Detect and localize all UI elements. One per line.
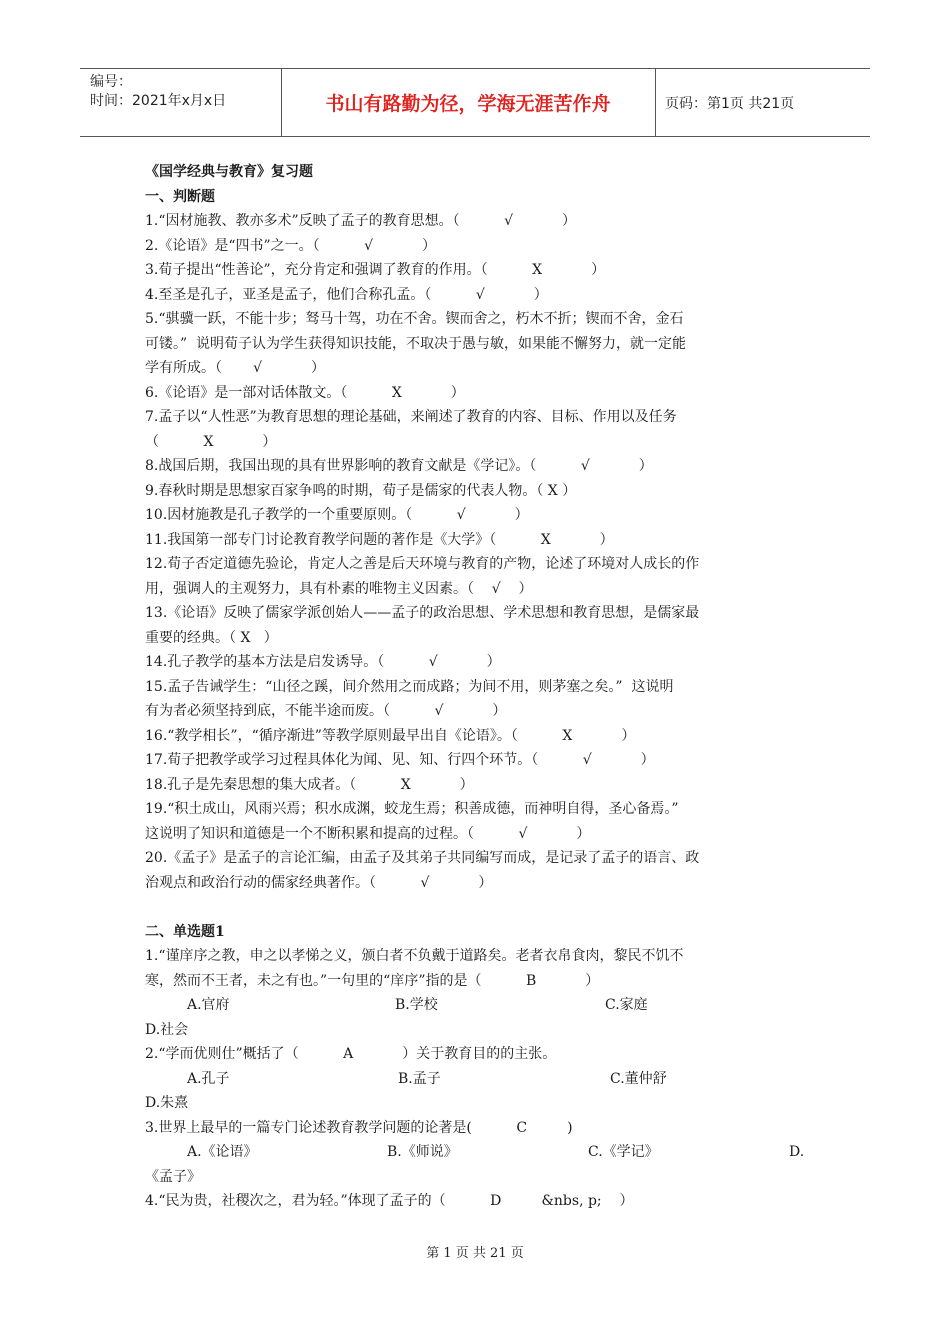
tf-item-line: 2.《论语》是“四书”之一。（ √ ）	[145, 237, 437, 254]
option-a: A.官府	[187, 997, 230, 1013]
option-d: D.	[789, 1144, 805, 1160]
tf-item-line: 7.孟子以“人性恶”为教育思想的理论基础，来阐述了教育的内容、目标、作用以及任务	[145, 409, 677, 425]
tf-item-line: 可镂。” 说明荀子认为学生获得知识技能，不取决于愚与敏，如果能不懈努力，就一定能	[145, 335, 687, 352]
options-row	[145, 1067, 807, 1092]
tf-item-line: 学有所成。（ √ ）	[145, 360, 326, 376]
tf-item-line: 8.战国后期，我国出现的具有世界影响的教育文献是《学记》。（ √ ）	[145, 458, 653, 474]
tf-item-line: （ X ）	[145, 433, 277, 450]
option-c: C.董仲舒	[610, 1070, 667, 1087]
document-body	[145, 160, 807, 1214]
question-line: 4.“民为贵，社稷次之，君为轻。”体现了孟子的（ D &nbs, p; ）	[145, 1193, 634, 1209]
tf-item-line: 这说明了知识和道德是一个不断积累和提高的过程。（ √ ）	[145, 825, 591, 842]
tf-item-line: 15.孟子告诫学生：“山径之蹊，间介然用之而成路；为间不用，则茅塞之矣。” 这说明	[145, 678, 674, 695]
tf-item-line: 20.《孟子》是孟子的言论汇编，由孟子及其弟子共同编写而成，是记录了孟子的语言、政	[145, 850, 700, 866]
section-heading-single-choice: 二、单选题1	[145, 923, 225, 940]
options-row	[145, 993, 807, 1018]
doc-number-label: 编号：	[90, 74, 132, 90]
question-line: 1.“谨庠序之教，申之以孝悌之义，颁白者不负戴于道路矣。老者衣帛食肉，黎民不饥不	[145, 948, 684, 964]
header-motto: 书山有路勤为径，学海无涯苦作舟	[325, 93, 611, 115]
tf-item-line: 用，强调人的主观努力，具有朴素的唯物主义因素。（ √ ）	[145, 580, 533, 597]
option-a: A.孔子	[187, 1070, 230, 1087]
option-c: C.家庭	[605, 997, 648, 1013]
question-line: 寒，然而不王者，未之有也。”一句里的“庠序”指的是（ B ）	[145, 972, 600, 989]
option-b: B.《师说》	[387, 1144, 458, 1160]
tf-item-line: 治观点和政治行动的儒家经典著作。（ √ ）	[145, 874, 493, 891]
doc-title: 《国学经典与教育》复习题	[145, 164, 313, 180]
tf-item-line: 19.“积土成山，风雨兴焉；积水成渊，蛟龙生焉；积善成德，而神明自得，圣心备焉。”	[145, 801, 679, 817]
tf-item-line: 12.荀子否定道德先验论，肯定人之善是后天环境与教育的产物，论述了环境对人成长的作	[145, 556, 700, 572]
tf-item-line: 4.至圣是孔子，亚圣是孟子，他们合称孔孟。（ √ ）	[145, 286, 548, 303]
question-line: 2.“学而优则仕”概括了（ A ）关于教育目的的主张。	[145, 1046, 557, 1062]
options-row	[145, 1140, 807, 1165]
tf-item-line: 14.孔子教学的基本方法是启发诱导。（ √ ）	[145, 654, 501, 670]
tf-item-line: 10.因材施教是孔子教学的一个重要原则。（ √ ）	[145, 507, 529, 523]
tf-item-line: 有为者必须坚持到底，不能半途而废。（ √ ）	[145, 703, 507, 719]
tf-item-line: 3.荀子提出“性善论”，充分肯定和强调了教育的作用。（ X ）	[145, 262, 606, 278]
option-a: A.《论语》	[187, 1144, 258, 1160]
tf-item-line: 6.《论语》是一部对话体散文。（ X ）	[145, 384, 465, 401]
option-d: D.社会	[145, 1021, 189, 1038]
option-c: C.《学记》	[588, 1144, 659, 1160]
option-b: B.孟子	[398, 1070, 441, 1087]
section-heading-true-false: 一、判断题	[145, 188, 215, 205]
tf-item-line: 重要的经典。（ X ）	[145, 629, 278, 646]
option-d-continued: 《孟子》	[145, 1168, 201, 1185]
page-header	[80, 68, 870, 137]
tf-item-line: 9.春秋时期是思想家百家争鸣的时期，荀子是儒家的代表人物。（ X ）	[145, 482, 577, 499]
question-line: 3.世界上最早的一篇专门论述教育教学问题的论著是( C )	[145, 1119, 573, 1136]
tf-item-line: 18.孔子是先秦思想的集大成者。（ X ）	[145, 776, 474, 793]
true-false-list	[145, 209, 807, 895]
tf-item-line: 17.荀子把教学或学习过程具体化为闻、见、知、行四个环节。（ √ ）	[145, 752, 655, 768]
tf-item-line: 16.“教学相长”，“循序渐进”等教学原则最早出自《论语》。（ X ）	[145, 727, 636, 744]
header-meta	[90, 73, 280, 111]
page-footer: 第 1 页 共 21 页	[426, 1246, 524, 1261]
doc-time-label: 时间：2021年x月x日	[90, 93, 227, 109]
header-divider	[655, 69, 656, 136]
tf-item-line: 11.我国第一部专门讨论教育教学问题的著作是《大学》（ X ）	[145, 531, 614, 548]
tf-item-line: 5.“骐骥一跃，不能十步；驽马十驾，功在不舍。锲而舍之，朽木不折；锲而不舍，金石	[145, 311, 684, 327]
option-d: D.朱熹	[145, 1095, 189, 1111]
tf-item-line: 1.“因材施教、教亦多术”反映了孟子的教育思想。（ √ ）	[145, 213, 577, 229]
option-b: B.学校	[395, 997, 438, 1013]
tf-item-line: 13.《论语》反映了儒家学派创始人——孟子的政治思想、学术思想和教育思想，是儒家最	[145, 605, 700, 621]
header-page-label: 页码：第1页 共21页	[665, 95, 795, 112]
